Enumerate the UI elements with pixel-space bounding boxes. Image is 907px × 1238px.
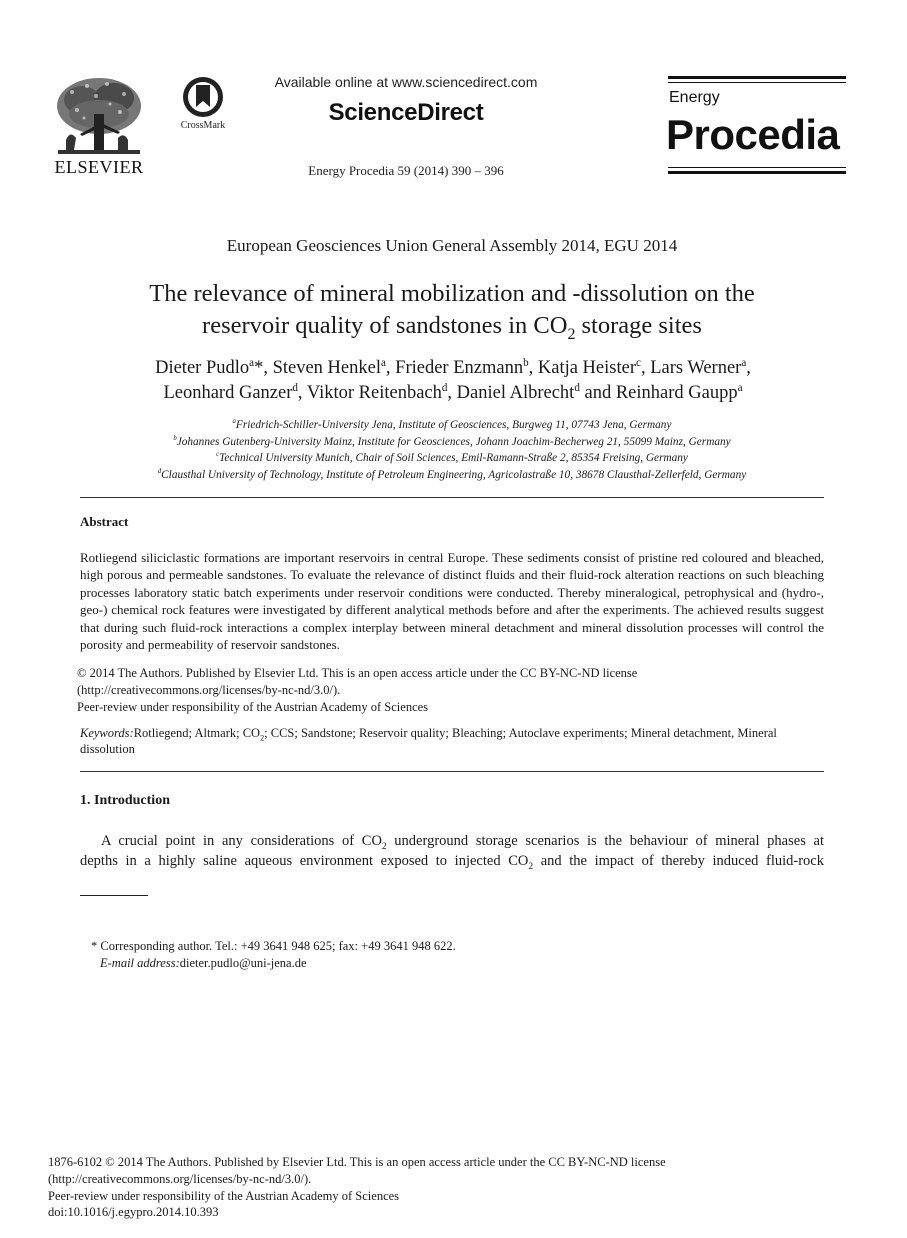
title-line-1: The relevance of mineral mobilization and -dissolution on the [149, 280, 755, 307]
conference-name: European Geosciences Union General Assembly 2014, EGU 2014 [226, 236, 678, 255]
keywords-label: Keywords: [80, 726, 134, 740]
author-list [70, 356, 836, 406]
introduction-paragraph [80, 831, 824, 871]
affiliation-b: $^b$Johannes Gutenberg-University Mainz, Institute for Geosciences, Johann Joachim-Becherweg 21, 55099 Mainz, Germany [173, 434, 731, 448]
paper-title [60, 278, 844, 342]
bottom-license-link[interactable]: (http://creativecommons.org/licenses/by-nc-nd/3.0/). [48, 1171, 312, 1186]
affiliation-a: $^a$Friedrich-Schiller-University Jena, Institute of Geosciences, Burgweg 11, 07743 Jena, Germany [232, 418, 672, 431]
peer-review-line: Peer-review under responsibility of the Austrian Academy of Sciences [77, 699, 429, 714]
abstract-bottom-rule [80, 771, 824, 772]
title-line-2: reservoir quality of sandstones in $CO_2$ storage sites [202, 312, 702, 343]
procedia-rule-top [668, 76, 846, 79]
available-online[interactable]: Available online at www.sciencedirect.com [274, 74, 538, 90]
keywords-line-2: dissolution [80, 742, 135, 757]
procedia-wordmark: Procedia [666, 111, 840, 158]
license-line-1: © 2014 The Authors. Published by Elsevier Ltd. This is an open access article under the CC BY-NC-ND license [77, 666, 638, 680]
author-line-1 [70, 356, 836, 381]
elsevier-wordmark: ELSEVIER [54, 157, 144, 177]
author: Frieder Enzmann$^b$, [395, 356, 538, 378]
email-link[interactable]: dieter.pudlo@uni-jena.de [179, 955, 307, 970]
author: Steven Henkel$^a$, [272, 356, 396, 378]
crossmark-logo[interactable] [172, 75, 234, 133]
doi[interactable]: doi:10.1016/j.egypro.2014.10.393 [48, 1205, 219, 1220]
author-line-2 [70, 381, 836, 406]
author: Viktor Reitenbach$^d$, [306, 381, 457, 403]
energy-label: Energy [669, 89, 720, 106]
footnote-separator [80, 895, 148, 896]
section-heading-introduction: 1. Introduction [80, 793, 170, 808]
abstract-text: Rotliegend siliciclastic formations are important reservoirs in central Europe. These sediments consist of pristine red coloured and bleached, high porous and permeable sandstones. To evaluate the relevance of distinct fluids and their fluid-rock alteration reactions on such bleaching processes laboratory static batch experiments under reservoir conditions were conducted. Thereby mineralogical, petrophysical and (hydro-, geo-) chemical rock features were investigated by different analytical methods before and after the experiments. The achieved results suggest that during such fluid-rock interactions a complex interplay between mineral detachment and mineral dissolution processes will control the porosity and permeability of reservoir sandstones. [80, 550, 824, 653]
affiliation-d: $^d$Clausthal University of Technology, Institute of Petroleum Engineering, Agricolastraße 10, 38678 Clausthal-Zellerfeld, Germany [157, 468, 747, 481]
procedia-rule-bottom [668, 171, 846, 174]
elsevier-logo [52, 74, 146, 176]
journal-reference: Energy Procedia 59 (2014) 390 – 396 [308, 163, 504, 178]
affiliation-c: $^c$Technical University Munich, Chair of Soil Sciences, Emil-Ramann-Straße 2, 85354 Freising, Germany [216, 451, 688, 465]
author: Lars Werner$^a$, [650, 356, 751, 378]
author: Katja Heister$^c$, [537, 356, 651, 378]
elsevier-tree-icon [52, 74, 146, 160]
corresponding-author: * Corresponding author. Tel.: +49 3641 948 625; fax: +49 3641 948 622. [91, 939, 456, 953]
intro-line-2: depths in a highly saline aqueous environment exposed to injected $CO_2$ and the impact of thereby induced fluid-rock [80, 853, 824, 872]
procedia-rule-top-thin [668, 82, 846, 83]
license-block [77, 665, 837, 715]
author: Leonhard Ganzer$^d$, [163, 381, 307, 403]
author: Reinhard Gaupp$^a$ [615, 381, 743, 403]
bottom-peer-review: Peer-review under responsibility of the Austrian Academy of Sciences [48, 1188, 400, 1203]
crossmark-icon [172, 75, 234, 119]
sciencedirect-logo: ScienceDirect [328, 99, 484, 126]
bottom-license-block [48, 1154, 868, 1221]
keywords-line-1: Keywords:Rotliegend; Altmark; $CO_2$; CCS; Sandstone; Reservoir quality; Bleaching; Autoclave experiments; Mineral detachment, Mineral [80, 726, 777, 743]
footnote [91, 938, 791, 972]
abstract-heading: Abstract [80, 514, 129, 529]
issn-license-line: 1876-6102 © 2014 The Authors. Published by Elsevier Ltd. This is an open access article under the CC BY-NC-ND license [48, 1155, 666, 1169]
author: Dieter Pudlo$^a$*, [155, 356, 273, 378]
author: Daniel Albrecht$^d$ and [456, 381, 616, 403]
intro-line-1: A crucial point in any considerations of $CO_2$ underground storage scenarios is the behaviour of mineral phases at [101, 833, 824, 852]
license-link[interactable]: (http://creativecommons.org/licenses/by-nc-nd/3.0/). [77, 682, 341, 697]
email-line [91, 955, 791, 972]
keywords-block [80, 725, 824, 758]
abstract-top-rule [80, 497, 824, 498]
crossmark-label: CrossMark [180, 120, 226, 131]
affiliations [60, 417, 844, 483]
procedia-rule-bottom-thin [668, 167, 846, 168]
email-label: E-mail address: [100, 955, 180, 970]
